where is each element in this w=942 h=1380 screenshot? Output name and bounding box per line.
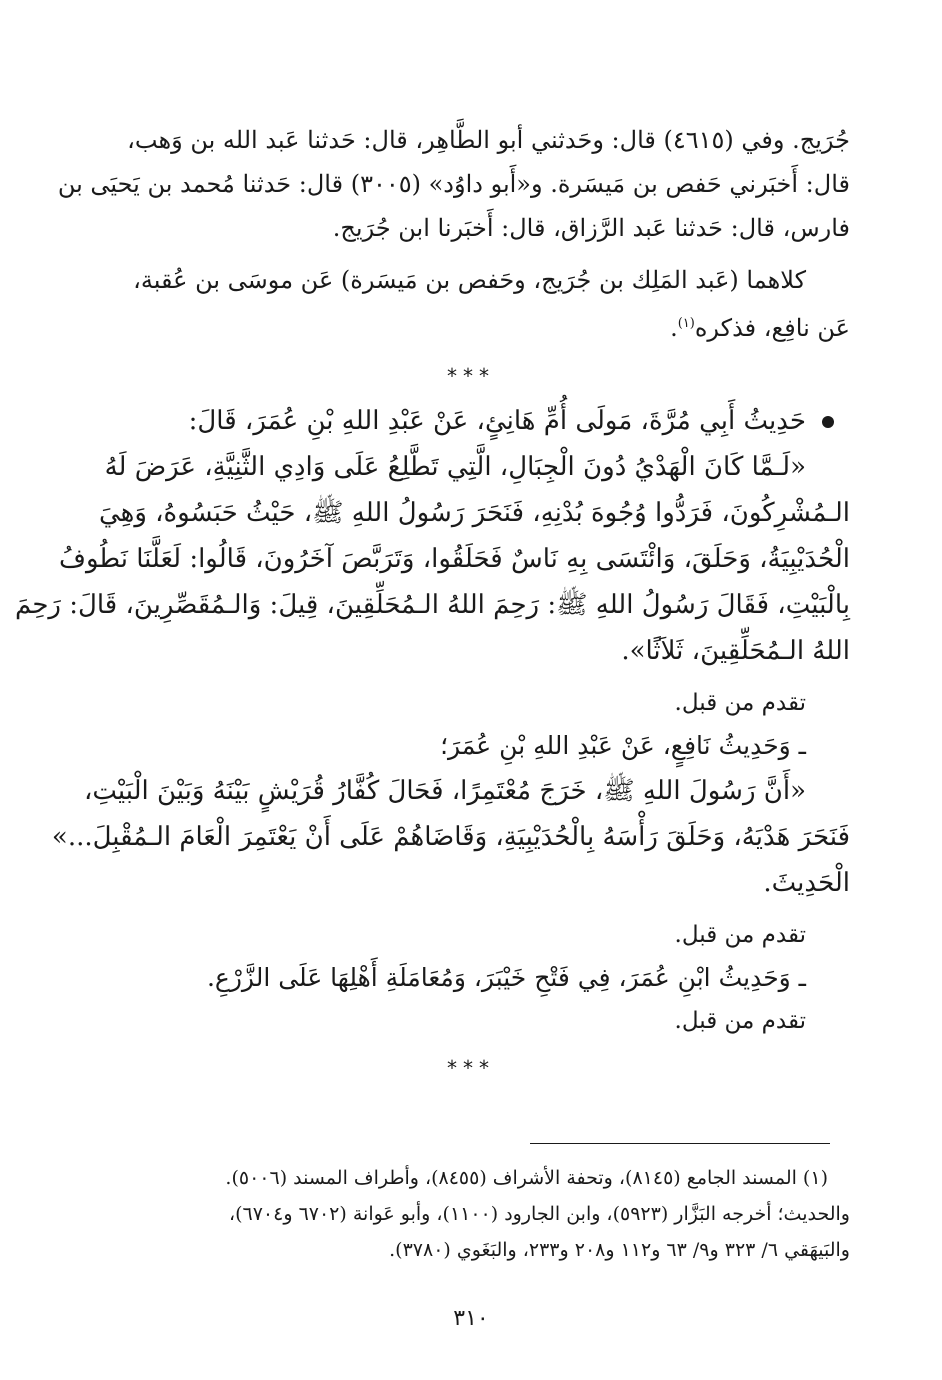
both-line: كلاهما (عَبد المَلِك بن جُرَيج، وحَفص بن مَيسَرة) عَن موسَى بن عُقبة،: [133, 266, 806, 294]
sub-hadith-line: «أَنَّ رَسُولَ اللهِ ﷺ، خَرَجَ مُعْتَمِرًا، فَحَالَ كُفَّارُ قُرَيْشٍ بَيْنَهُ وَبَيْنَ الْبَيْتِ،: [83, 776, 806, 806]
hadith-line: «لَـمَّا كَانَ الْهَدْيُ دُونَ الْجِبَالِ، الَّتِي تَطَّلِعُ عَلَى وَادِي الثَّنِيَّةِ، عَرَضَ لَهُ: [104, 452, 806, 482]
previously-mentioned-note: تقدم من قبل.: [674, 1008, 806, 1034]
hadith-title-text: حَدِيثُ أَبِي مُرَّةَ، مَولَى أُمِّ هَانِئٍ، عَنْ عَبْدِ اللهِ بْنِ عُمَرَ، قَالَ:: [188, 406, 806, 436]
hadith-text: [15, 444, 850, 674]
footnote-line: والبَيهَقي ٦/ ٣٢٣ و٩/ ٦٣ و١١٢ و٢٠٨ و٢٣٣، والبَغَوي (٣٧٨٠).: [389, 1239, 850, 1261]
both-line-last: عَن نافِع، فذكره$^{(١)}$.: [670, 314, 850, 342]
hadith-title: [92, 398, 850, 444]
both-line-text: عَن نافِع، فذكره: [694, 314, 850, 342]
hadith-line: الـمُشْرِكُونَ، فَرَدُّوا وُجُوهَ بُدْنِهِ، فَنَحَرَ رَسُولُ اللهِ ﷺ، حَيْثُ حَبَسُوهُ، وَهِيَ: [98, 498, 850, 528]
footnote-separator: [530, 1143, 830, 1144]
section-divider-stars: ***: [447, 1056, 495, 1080]
hadith-line: الْحُدَيْبِيَةُ، وَحَلَقَ، وَائْتَسَى بِهِ نَاسٌ فَحَلَقُوا، وَتَرَبَّصَ آخَرُونَ، قَالُوا: لَعَلَّنَا نَطُوفُ: [59, 544, 850, 574]
sub-hadith-text: [51, 768, 850, 906]
previously-mentioned-note: تقدم من قبل.: [674, 690, 806, 716]
sub-hadith-line: الْحَدِيثَ.: [763, 868, 850, 898]
footnotes: [92, 1160, 850, 1268]
page-body: [15, 118, 850, 1090]
bullet-icon: [822, 416, 834, 428]
sub-hadith-line: فَنَحَرَ هَدْيَهُ، وَحَلَقَ رَأْسَهُ بِالْحُدَيْبِيَةِ، وَقَاضَاهُمْ عَلَى أَنْ يَعْتَمِرَ الْعَامَ الـمُقْبِلَ...»: [51, 822, 850, 852]
hadith-line: اللهُ الـمُحَلِّقِينَ، ثَلاَثًا».: [621, 636, 850, 666]
footnote-line: (١) المسند الجامع (٨١٤٥)، وتحفة الأشراف (٨٤٥٥)، وأطراف المسند (٥٠٠٦).: [225, 1167, 828, 1189]
intro-line: قال: أَخبَرني حَفص بن مَيسَرة. و«أَبو داوُد» (٣٠٠٥) قال: حَدثنا مُحمد بن يَحيَى بن: [57, 170, 850, 198]
sub-hadith-title: ـ وَحَدِيثُ ابْنِ عُمَرَ، فِي فَتْحِ خَيْبَرَ، وَمُعَامَلَةِ أَهْلِهَا عَلَى الزَّرْعِ.: [206, 963, 806, 992]
footnote-line: والحديث؛ أخرجه البَزَّار (٥٩٢٣)، وابن الجارود (١١٠٠)، وأبو عَوانة (٦٧٠٢ و٦٧٠٤)،: [228, 1203, 850, 1225]
footnote-marker: (١): [677, 316, 695, 331]
intro-line: فارس، قال: حَدثنا عَبد الرَّزاق، قال: أَخبَرنا ابن جُرَيج.: [332, 214, 850, 242]
hadith-line: بِالْبَيْتِ، فَقَالَ رَسُولُ اللهِ ﷺ: رَحِمَ اللهُ الـمُحَلِّقِينَ، قِيلَ: وَالـمُقَصِّرِينَ، قَالَ: رَحِمَ: [15, 590, 850, 620]
previously-mentioned-note: تقدم من قبل.: [674, 922, 806, 948]
intro-line: جُرَيج. وفي (٤٦١٥) قال: وحَدثني أبو الطَّاهِر، قال: حَدثنا عَبد الله بن وَهب،: [127, 126, 850, 154]
sub-hadith-title: ـ وَحَدِيثُ نَافِعٍ، عَنْ عَبْدِ اللهِ بْنِ عُمَرَ؛: [440, 731, 806, 760]
both-paragraph: [92, 258, 850, 350]
page-number: ٣١٠: [453, 1306, 489, 1331]
section-divider-stars: ***: [447, 364, 495, 388]
intro-paragraph: [57, 118, 850, 250]
